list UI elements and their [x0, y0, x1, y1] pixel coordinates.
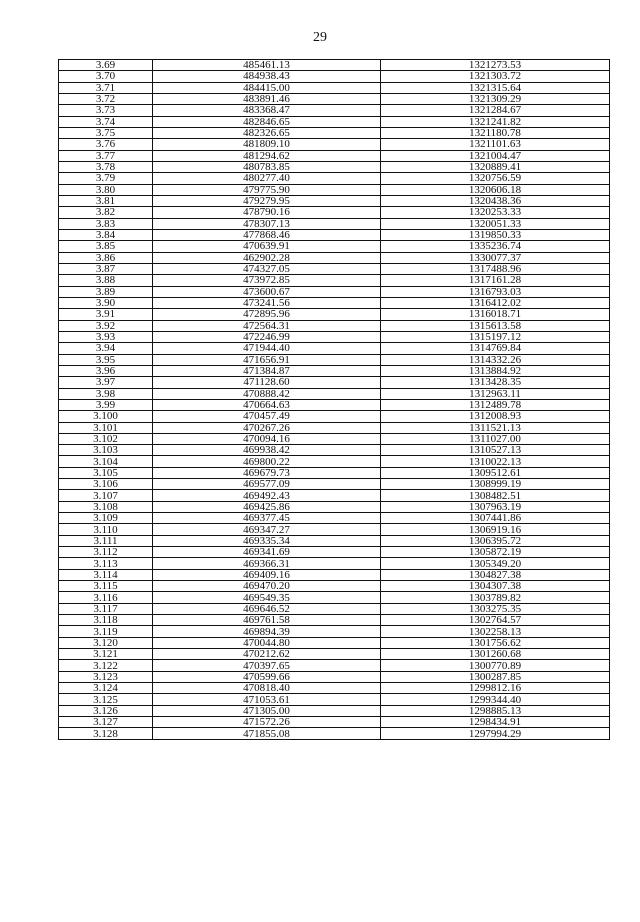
page-number: 29: [313, 30, 327, 45]
y-coordinate-cell: 1321315.64: [381, 82, 610, 93]
x-coordinate-cell: 480783.85: [153, 161, 381, 172]
y-coordinate-cell: 1302258.13: [381, 626, 610, 637]
table-row: [59, 479, 610, 490]
x-coordinate-cell: 469341.69: [153, 547, 381, 558]
table-row: [59, 150, 610, 161]
x-coordinate-cell: 482846.65: [153, 116, 381, 127]
table-row: [59, 513, 610, 524]
x-coordinate-cell: 482326.65: [153, 127, 381, 138]
point-number-cell: 3.72: [59, 93, 153, 104]
table-row: [59, 388, 610, 399]
x-coordinate-cell: 469335.34: [153, 535, 381, 546]
table-row: [59, 649, 610, 660]
point-number-cell: 3.114: [59, 569, 153, 580]
y-coordinate-cell: 1311521.13: [381, 422, 610, 433]
point-number-cell: 3.99: [59, 399, 153, 410]
table-row: [59, 263, 610, 274]
table-row: [59, 728, 610, 739]
y-coordinate-cell: 1321241.82: [381, 116, 610, 127]
y-coordinate-cell: 1321309.29: [381, 93, 610, 104]
point-number-cell: 3.87: [59, 263, 153, 274]
x-coordinate-cell: 469492.43: [153, 490, 381, 501]
y-coordinate-cell: 1302764.57: [381, 615, 610, 626]
x-coordinate-cell: 473972.85: [153, 275, 381, 286]
x-coordinate-cell: 471128.60: [153, 377, 381, 388]
x-coordinate-cell: 471855.08: [153, 728, 381, 739]
point-number-cell: 3.107: [59, 490, 153, 501]
table-row: [59, 105, 610, 116]
table-row: [59, 705, 610, 716]
point-number-cell: 3.117: [59, 603, 153, 614]
y-coordinate-cell: 1308482.51: [381, 490, 610, 501]
point-number-cell: 3.74: [59, 116, 153, 127]
y-coordinate-cell: 1321284.67: [381, 105, 610, 116]
x-coordinate-cell: 469894.39: [153, 626, 381, 637]
point-number-cell: 3.70: [59, 71, 153, 82]
y-coordinate-cell: 1298434.91: [381, 717, 610, 728]
x-coordinate-cell: 470599.66: [153, 671, 381, 682]
y-coordinate-cell: 1319850.33: [381, 229, 610, 240]
table-row: [59, 161, 610, 172]
coordinates-table-body: [59, 60, 610, 740]
table-row: [59, 218, 610, 229]
point-number-cell: 3.126: [59, 705, 153, 716]
table-row: [59, 343, 610, 354]
table-row: [59, 411, 610, 422]
point-number-cell: 3.121: [59, 649, 153, 660]
point-number-cell: 3.108: [59, 501, 153, 512]
table-row: [59, 139, 610, 150]
table-row: [59, 547, 610, 558]
table-row: [59, 331, 610, 342]
table-row: [59, 615, 610, 626]
y-coordinate-cell: 1312963.11: [381, 388, 610, 399]
x-coordinate-cell: 470639.91: [153, 241, 381, 252]
table-row: [59, 93, 610, 104]
x-coordinate-cell: 471656.91: [153, 354, 381, 365]
table-row: [59, 354, 610, 365]
x-coordinate-cell: 469470.20: [153, 581, 381, 592]
x-coordinate-cell: 470094.16: [153, 433, 381, 444]
y-coordinate-cell: 1316793.03: [381, 286, 610, 297]
point-number-cell: 3.91: [59, 309, 153, 320]
point-number-cell: 3.116: [59, 592, 153, 603]
table-row: [59, 297, 610, 308]
table-row: [59, 286, 610, 297]
x-coordinate-cell: 472895.96: [153, 309, 381, 320]
point-number-cell: 3.73: [59, 105, 153, 116]
table-row: [59, 241, 610, 252]
table-row: [59, 377, 610, 388]
point-number-cell: 3.96: [59, 365, 153, 376]
table-row: [59, 399, 610, 410]
table-row: [59, 229, 610, 240]
x-coordinate-cell: 469425.86: [153, 501, 381, 512]
y-coordinate-cell: 1300287.85: [381, 671, 610, 682]
x-coordinate-cell: 470457.49: [153, 411, 381, 422]
point-number-cell: 3.76: [59, 139, 153, 150]
x-coordinate-cell: 469366.31: [153, 558, 381, 569]
x-coordinate-cell: 469938.42: [153, 445, 381, 456]
y-coordinate-cell: 1321180.78: [381, 127, 610, 138]
table-row: [59, 71, 610, 82]
table-row: [59, 82, 610, 93]
x-coordinate-cell: 469577.09: [153, 479, 381, 490]
y-coordinate-cell: 1306919.16: [381, 524, 610, 535]
table-row: [59, 445, 610, 456]
y-coordinate-cell: 1298885.13: [381, 705, 610, 716]
x-coordinate-cell: 473600.67: [153, 286, 381, 297]
y-coordinate-cell: 1310022.13: [381, 456, 610, 467]
table-row: [59, 320, 610, 331]
y-coordinate-cell: 1314332.26: [381, 354, 610, 365]
y-coordinate-cell: 1320438.36: [381, 195, 610, 206]
y-coordinate-cell: 1303789.82: [381, 592, 610, 603]
point-number-cell: 3.115: [59, 581, 153, 592]
y-coordinate-cell: 1307441.86: [381, 513, 610, 524]
table-row: [59, 694, 610, 705]
point-number-cell: 3.82: [59, 207, 153, 218]
x-coordinate-cell: 479279.95: [153, 195, 381, 206]
x-coordinate-cell: 469409.16: [153, 569, 381, 580]
table-row: [59, 524, 610, 535]
point-number-cell: 3.110: [59, 524, 153, 535]
point-number-cell: 3.83: [59, 218, 153, 229]
y-coordinate-cell: 1304827.38: [381, 569, 610, 580]
point-number-cell: 3.109: [59, 513, 153, 524]
y-coordinate-cell: 1320756.59: [381, 173, 610, 184]
y-coordinate-cell: 1321101.63: [381, 139, 610, 150]
x-coordinate-cell: 483891.46: [153, 93, 381, 104]
y-coordinate-cell: 1304307.38: [381, 581, 610, 592]
point-number-cell: 3.105: [59, 467, 153, 478]
point-number-cell: 3.90: [59, 297, 153, 308]
x-coordinate-cell: 469377.45: [153, 513, 381, 524]
point-number-cell: 3.88: [59, 275, 153, 286]
x-coordinate-cell: 469679.73: [153, 467, 381, 478]
table-row: [59, 309, 610, 320]
x-coordinate-cell: 470818.40: [153, 683, 381, 694]
point-number-cell: 3.95: [59, 354, 153, 365]
point-number-cell: 3.113: [59, 558, 153, 569]
point-number-cell: 3.93: [59, 331, 153, 342]
point-number-cell: 3.86: [59, 252, 153, 263]
point-number-cell: 3.78: [59, 161, 153, 172]
point-number-cell: 3.98: [59, 388, 153, 399]
x-coordinate-cell: 470664.63: [153, 399, 381, 410]
y-coordinate-cell: 1307963.19: [381, 501, 610, 512]
x-coordinate-cell: 480277.40: [153, 173, 381, 184]
table-row: [59, 603, 610, 614]
y-coordinate-cell: 1315197.12: [381, 331, 610, 342]
x-coordinate-cell: 471305.00: [153, 705, 381, 716]
point-number-cell: 3.84: [59, 229, 153, 240]
y-coordinate-cell: 1311027.00: [381, 433, 610, 444]
x-coordinate-cell: 470212.62: [153, 649, 381, 660]
y-coordinate-cell: 1330077.37: [381, 252, 610, 263]
y-coordinate-cell: 1297994.29: [381, 728, 610, 739]
point-number-cell: 3.97: [59, 377, 153, 388]
table-row: [59, 184, 610, 195]
y-coordinate-cell: 1314769.84: [381, 343, 610, 354]
y-coordinate-cell: 1308999.19: [381, 479, 610, 490]
x-coordinate-cell: 484415.00: [153, 82, 381, 93]
y-coordinate-cell: 1301756.62: [381, 637, 610, 648]
x-coordinate-cell: 479775.90: [153, 184, 381, 195]
x-coordinate-cell: 473241.56: [153, 297, 381, 308]
y-coordinate-cell: 1321004.47: [381, 150, 610, 161]
y-coordinate-cell: 1321273.53: [381, 60, 610, 71]
x-coordinate-cell: 469549.35: [153, 592, 381, 603]
table-row: [59, 127, 610, 138]
coordinates-table: [58, 59, 610, 740]
x-coordinate-cell: 469761.58: [153, 615, 381, 626]
x-coordinate-cell: 470888.42: [153, 388, 381, 399]
table-row: [59, 275, 610, 286]
x-coordinate-cell: 477868.46: [153, 229, 381, 240]
x-coordinate-cell: 470044.80: [153, 637, 381, 648]
point-number-cell: 3.123: [59, 671, 153, 682]
table-row: [59, 637, 610, 648]
point-number-cell: 3.92: [59, 320, 153, 331]
y-coordinate-cell: 1320253.33: [381, 207, 610, 218]
x-coordinate-cell: 478307.13: [153, 218, 381, 229]
table-row: [59, 365, 610, 376]
x-coordinate-cell: 481294.62: [153, 150, 381, 161]
point-number-cell: 3.100: [59, 411, 153, 422]
y-coordinate-cell: 1305872.19: [381, 547, 610, 558]
point-number-cell: 3.111: [59, 535, 153, 546]
x-coordinate-cell: 472246.99: [153, 331, 381, 342]
point-number-cell: 3.125: [59, 694, 153, 705]
x-coordinate-cell: 462902.28: [153, 252, 381, 263]
point-number-cell: 3.79: [59, 173, 153, 184]
point-number-cell: 3.122: [59, 660, 153, 671]
x-coordinate-cell: 470397.65: [153, 660, 381, 671]
table-row: [59, 490, 610, 501]
table-row: [59, 501, 610, 512]
point-number-cell: 3.69: [59, 60, 153, 71]
point-number-cell: 3.77: [59, 150, 153, 161]
table-row: [59, 433, 610, 444]
table-row: [59, 60, 610, 71]
table-row: [59, 717, 610, 728]
point-number-cell: 3.101: [59, 422, 153, 433]
x-coordinate-cell: 485461.13: [153, 60, 381, 71]
table-row: [59, 456, 610, 467]
y-coordinate-cell: 1313428.35: [381, 377, 610, 388]
point-number-cell: 3.94: [59, 343, 153, 354]
table-row: [59, 252, 610, 263]
y-coordinate-cell: 1312008.93: [381, 411, 610, 422]
y-coordinate-cell: 1320889.41: [381, 161, 610, 172]
y-coordinate-cell: 1315613.58: [381, 320, 610, 331]
table-row: [59, 569, 610, 580]
point-number-cell: 3.120: [59, 637, 153, 648]
point-number-cell: 3.118: [59, 615, 153, 626]
table-row: [59, 173, 610, 184]
x-coordinate-cell: 483368.47: [153, 105, 381, 116]
point-number-cell: 3.85: [59, 241, 153, 252]
point-number-cell: 3.71: [59, 82, 153, 93]
table-row: [59, 467, 610, 478]
y-coordinate-cell: 1313884.92: [381, 365, 610, 376]
x-coordinate-cell: 471053.61: [153, 694, 381, 705]
table-row: [59, 558, 610, 569]
y-coordinate-cell: 1309512.61: [381, 467, 610, 478]
table-row: [59, 535, 610, 546]
table-row: [59, 116, 610, 127]
table-row: [59, 207, 610, 218]
y-coordinate-cell: 1321303.72: [381, 71, 610, 82]
y-coordinate-cell: 1316412.02: [381, 297, 610, 308]
y-coordinate-cell: 1305349.20: [381, 558, 610, 569]
point-number-cell: 3.128: [59, 728, 153, 739]
x-coordinate-cell: 471384.87: [153, 365, 381, 376]
table-row: [59, 195, 610, 206]
x-coordinate-cell: 470267.26: [153, 422, 381, 433]
x-coordinate-cell: 469347.27: [153, 524, 381, 535]
y-coordinate-cell: 1299812.16: [381, 683, 610, 694]
y-coordinate-cell: 1301260.68: [381, 649, 610, 660]
y-coordinate-cell: 1306395.72: [381, 535, 610, 546]
y-coordinate-cell: 1317488.96: [381, 263, 610, 274]
table-row: [59, 581, 610, 592]
point-number-cell: 3.127: [59, 717, 153, 728]
y-coordinate-cell: 1316018.71: [381, 309, 610, 320]
x-coordinate-cell: 469800.22: [153, 456, 381, 467]
y-coordinate-cell: 1299344.40: [381, 694, 610, 705]
y-coordinate-cell: 1303275.35: [381, 603, 610, 614]
table-row: [59, 660, 610, 671]
y-coordinate-cell: 1320051.33: [381, 218, 610, 229]
point-number-cell: 3.104: [59, 456, 153, 467]
x-coordinate-cell: 471572.26: [153, 717, 381, 728]
x-coordinate-cell: 481809.10: [153, 139, 381, 150]
y-coordinate-cell: 1317161.28: [381, 275, 610, 286]
table-row: [59, 422, 610, 433]
point-number-cell: 3.106: [59, 479, 153, 490]
y-coordinate-cell: 1300770.89: [381, 660, 610, 671]
point-number-cell: 3.80: [59, 184, 153, 195]
table-row: [59, 683, 610, 694]
point-number-cell: 3.75: [59, 127, 153, 138]
point-number-cell: 3.119: [59, 626, 153, 637]
x-coordinate-cell: 471944.40: [153, 343, 381, 354]
point-number-cell: 3.103: [59, 445, 153, 456]
y-coordinate-cell: 1310527.13: [381, 445, 610, 456]
point-number-cell: 3.81: [59, 195, 153, 206]
table-row: [59, 626, 610, 637]
table-row: [59, 592, 610, 603]
x-coordinate-cell: 474327.05: [153, 263, 381, 274]
y-coordinate-cell: 1320606.18: [381, 184, 610, 195]
x-coordinate-cell: 484938.43: [153, 71, 381, 82]
point-number-cell: 3.102: [59, 433, 153, 444]
table-row: [59, 671, 610, 682]
point-number-cell: 3.89: [59, 286, 153, 297]
x-coordinate-cell: 469646.52: [153, 603, 381, 614]
y-coordinate-cell: 1335236.74: [381, 241, 610, 252]
y-coordinate-cell: 1312489.78: [381, 399, 610, 410]
point-number-cell: 3.124: [59, 683, 153, 694]
x-coordinate-cell: 472564.31: [153, 320, 381, 331]
x-coordinate-cell: 478790.16: [153, 207, 381, 218]
point-number-cell: 3.112: [59, 547, 153, 558]
